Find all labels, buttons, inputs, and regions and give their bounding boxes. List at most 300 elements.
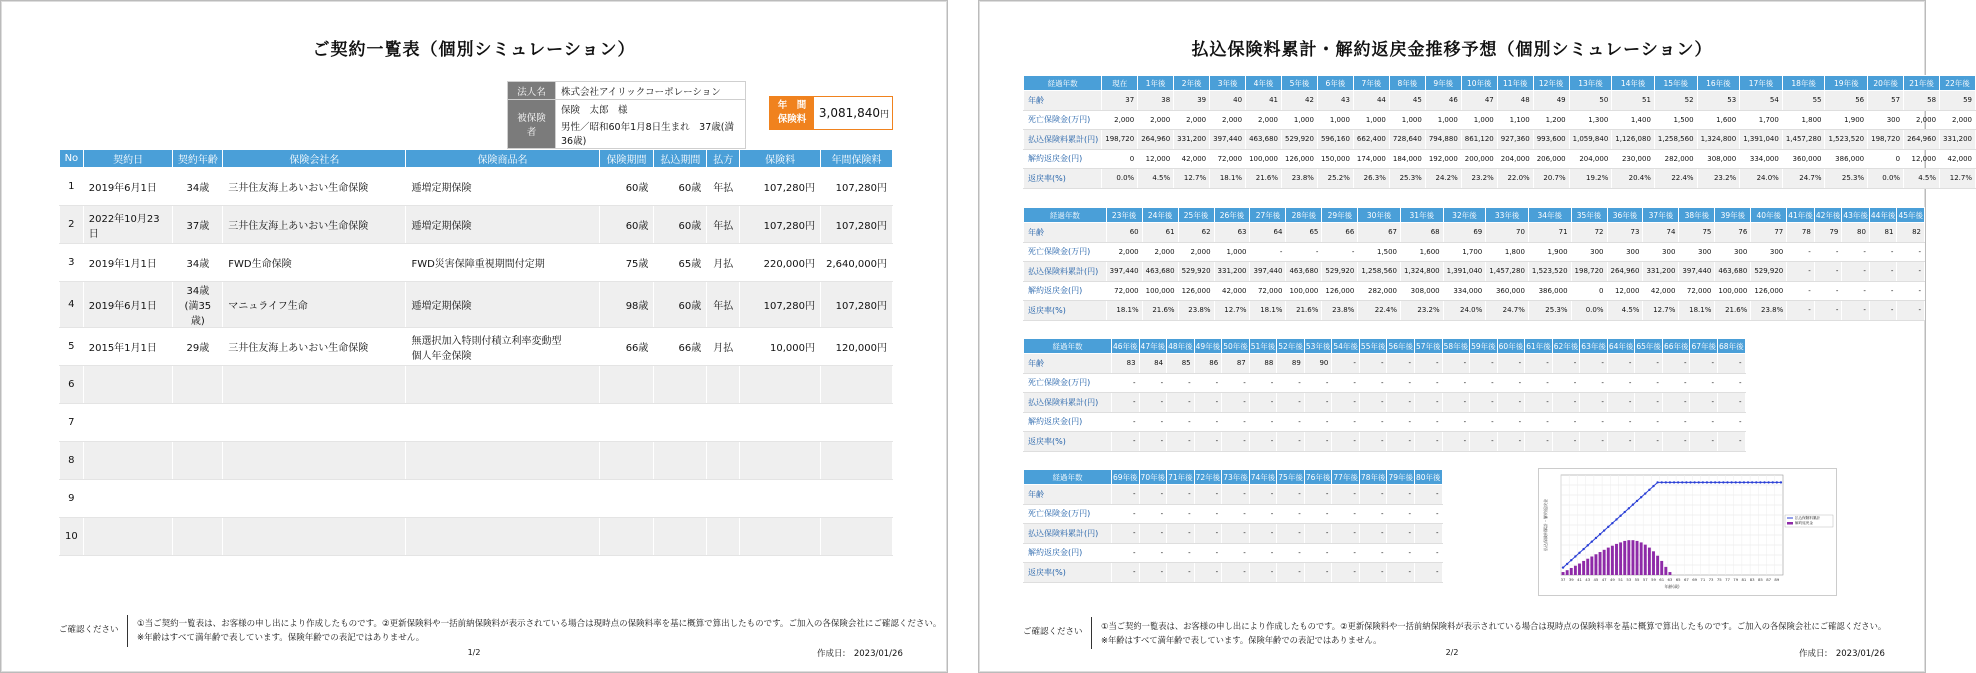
year-column-header: 1年後	[1138, 76, 1174, 91]
chart-x-tick: 89	[1774, 577, 1780, 582]
projection-cell: -	[1690, 412, 1718, 432]
projection-cell: 23.2%	[1400, 301, 1443, 321]
chart-point	[1780, 481, 1782, 483]
product-line: 無選択加入特則付積立利率変動型	[411, 335, 562, 347]
projection-cell: -	[1690, 354, 1718, 374]
column-header: 契約日	[83, 150, 173, 168]
table-row	[60, 328, 893, 366]
projection-cell: 192,000	[1425, 149, 1461, 169]
projection-cell: -	[1304, 543, 1332, 563]
projection-row	[1024, 301, 1925, 321]
chart-bar	[1582, 561, 1585, 575]
projection-cell: -	[1580, 393, 1608, 413]
projection-row	[1024, 281, 1925, 301]
chart-point	[1628, 507, 1630, 509]
chart-point	[1607, 526, 1609, 528]
corp-value: 株式会社アイリックコーポレーション	[556, 82, 746, 100]
cell-premium	[740, 442, 821, 480]
projection-cell: -	[1442, 432, 1470, 452]
projection-cell: -	[1167, 563, 1195, 583]
projection-cell: -	[1842, 301, 1870, 321]
projection-cell: 300	[1751, 242, 1787, 262]
projection-cell: 282,000	[1358, 281, 1401, 301]
projection-cell: 89	[1277, 354, 1305, 374]
projection-row	[1024, 393, 1746, 413]
row-label: 払込保険料累計(円)	[1024, 524, 1112, 544]
chart-x-tick: 39	[1568, 577, 1574, 582]
projection-cell: 1,000	[1214, 242, 1250, 262]
projection-cell: 42,000	[1940, 149, 1976, 169]
projection-cell: 18.1%	[1210, 169, 1246, 189]
projection-cell: 993,600	[1533, 130, 1569, 150]
projection-cell: 60	[1106, 223, 1142, 243]
table-row	[60, 518, 893, 556]
projection-cell: 20.7%	[1533, 169, 1569, 189]
cell-method: 年払	[707, 282, 740, 328]
insured-name: 保険 太郎 様	[556, 100, 746, 118]
projection-cell: -	[1842, 242, 1870, 262]
chart-point	[1673, 481, 1675, 483]
row-header-elapsed: 経過年数	[1024, 470, 1112, 485]
projection-cell: 463,680	[1715, 262, 1751, 282]
chart-bar	[1599, 552, 1602, 575]
projection-cell: -	[1359, 485, 1387, 505]
projection-cell: -	[1718, 354, 1746, 374]
year-column-header: 67年後	[1690, 339, 1718, 354]
year-column-header: 80年後	[1415, 470, 1443, 485]
column-header: 保険期間	[599, 150, 654, 168]
projection-cell: 2,000	[1178, 242, 1214, 262]
projection-cell: 463,680	[1142, 262, 1178, 282]
projection-cell: 48	[1497, 91, 1533, 111]
projection-cell: -	[1222, 393, 1250, 413]
contract-table-header	[60, 150, 893, 168]
chart-point	[1599, 533, 1601, 535]
projection-cell: 662,400	[1353, 130, 1389, 150]
projection-cell: 529,920	[1751, 262, 1787, 282]
projection-row	[1024, 130, 1976, 150]
projection-cell: 88	[1249, 354, 1277, 374]
chart-x-tick: 57	[1642, 577, 1648, 582]
year-column-header: 56年後	[1387, 339, 1415, 354]
created-date: 作成日: 2023/01/26	[817, 649, 903, 659]
cell-premium: 107,280円	[740, 206, 821, 244]
chart-bar	[1652, 551, 1655, 575]
projection-cell: -	[1277, 563, 1305, 583]
projection-cell: 52	[1654, 91, 1697, 111]
year-column-header: 50年後	[1222, 339, 1250, 354]
chart-point	[1611, 522, 1613, 524]
projection-cell: 12.7%	[1174, 169, 1210, 189]
projection-cell: 18.1%	[1679, 301, 1715, 321]
projection-cell: 81	[1869, 223, 1897, 243]
row-label: 返戻率(%)	[1024, 169, 1102, 189]
projection-cell: 44	[1353, 91, 1389, 111]
cell-pay-term	[654, 366, 707, 404]
projection-cell: 24.7%	[1486, 301, 1529, 321]
footer-note-1: ①当ご契約一覧表は、お客様の申し出により作成したものです。②更新保険料や一括前納保険料が表示されている場合は現時点の保険料率を基に概算で算出したものです。ご加入の各保険会社にご確認ください。	[1101, 621, 1887, 631]
projection-cell: -	[1635, 412, 1663, 432]
projection-cell: 2,000	[1904, 110, 1940, 130]
projection-cell: -	[1332, 432, 1360, 452]
chart-point	[1735, 481, 1737, 483]
projection-cell: -	[1718, 373, 1746, 393]
cell-product	[406, 442, 599, 480]
projection-cell: -	[1249, 543, 1277, 563]
projection-cell: 25.3%	[1825, 169, 1868, 189]
cell-annual: 120,000円	[821, 328, 893, 366]
projection-table-2	[1023, 207, 1925, 321]
projection-cell: -	[1442, 373, 1470, 393]
cell-annual: 107,280円	[821, 206, 893, 244]
projection-cell: 1,800	[1486, 242, 1529, 262]
year-column-header: 77年後	[1332, 470, 1360, 485]
projection-cell: 397,440	[1210, 130, 1246, 150]
chart-bar	[1664, 567, 1667, 575]
projection-cell: 126,000	[1282, 149, 1318, 169]
projection-cell: -	[1387, 504, 1415, 524]
projection-cell: -	[1525, 393, 1553, 413]
projection-table-1	[1023, 75, 1976, 189]
page-contract-list	[0, 0, 948, 673]
projection-cell: 230,000	[1612, 149, 1655, 169]
projection-cell: -	[1662, 373, 1690, 393]
column-header: 保険料	[740, 150, 821, 168]
cell-company: FWD生命保険	[223, 244, 406, 282]
chart-x-tick: 41	[1577, 577, 1582, 582]
chart-point	[1677, 481, 1679, 483]
year-column-header: 58年後	[1442, 339, 1470, 354]
chart-bar	[1619, 542, 1622, 575]
projection-cell: -	[1470, 412, 1498, 432]
projection-cell: 360,000	[1486, 281, 1529, 301]
projection-cell: 54	[1740, 91, 1783, 111]
chart-x-tick: 83	[1749, 577, 1755, 582]
projection-cell: 2,000	[1246, 110, 1282, 130]
row-header-elapsed: 経過年数	[1024, 339, 1112, 354]
projection-cell: -	[1194, 432, 1222, 452]
projection-cell: 73	[1607, 223, 1643, 243]
projection-cell: 1,391,040	[1740, 130, 1783, 150]
projection-cell: -	[1249, 432, 1277, 452]
projection-cell: 927,360	[1497, 130, 1533, 150]
projection-cell: -	[1662, 432, 1690, 452]
projection-cell: -	[1277, 504, 1305, 524]
year-column-header: 39年後	[1715, 208, 1751, 223]
projection-cell: -	[1359, 543, 1387, 563]
projection-cell: -	[1304, 432, 1332, 452]
projection-cell: -	[1662, 354, 1690, 374]
year-column-header: 52年後	[1277, 339, 1305, 354]
projection-cell: -	[1415, 412, 1443, 432]
projection-cell: 1,700	[1740, 110, 1783, 130]
projection-cell: -	[1497, 373, 1525, 393]
projection-cell: 206,000	[1533, 149, 1569, 169]
projection-row	[1024, 354, 1746, 374]
chart-bar	[1636, 541, 1639, 575]
cell-no: 7	[60, 404, 84, 442]
projection-cell: -	[1552, 432, 1580, 452]
projection-cell: 55	[1782, 91, 1825, 111]
projection-cell: -	[1222, 504, 1250, 524]
chart-bar	[1615, 544, 1618, 575]
year-column-header: 26年後	[1214, 208, 1250, 223]
projection-row	[1024, 91, 1976, 111]
cell-term	[599, 442, 654, 480]
year-column-header: 35年後	[1571, 208, 1607, 223]
year-column-header: 65年後	[1635, 339, 1663, 354]
projection-cell: -	[1112, 563, 1140, 583]
cell-date	[83, 442, 173, 480]
year-column-header: 8年後	[1389, 76, 1425, 91]
chart-bar	[1648, 548, 1651, 575]
projection-cell: 300	[1715, 242, 1751, 262]
projection-cell: -	[1194, 543, 1222, 563]
confirm-label: ご確認ください	[1023, 627, 1083, 637]
projection-cell: 22.0%	[1497, 169, 1533, 189]
year-column-header: 6年後	[1317, 76, 1353, 91]
year-column-header: 51年後	[1249, 339, 1277, 354]
projection-cell: 386,000	[1528, 281, 1571, 301]
projection-cell: -	[1842, 262, 1870, 282]
year-column-header: 70年後	[1139, 470, 1167, 485]
projection-cell: 529,920	[1322, 262, 1358, 282]
year-column-header: 54年後	[1332, 339, 1360, 354]
projection-cell: 794,880	[1425, 130, 1461, 150]
projection-cell: 42,000	[1214, 281, 1250, 301]
column-header: No	[60, 150, 84, 168]
chart-x-tick: 75	[1716, 577, 1722, 582]
cell-date: 2022年10月23日	[83, 206, 173, 244]
confirm-label: ご確認ください	[59, 625, 119, 635]
projection-cell: 1,800	[1782, 110, 1825, 130]
row-label: 年齢	[1024, 354, 1112, 374]
projection-cell: 21.6%	[1715, 301, 1751, 321]
chart-bar	[1631, 540, 1634, 575]
projection-cell: 4.5%	[1904, 169, 1940, 189]
chart-x-tick: 61	[1659, 577, 1665, 582]
chart-point	[1722, 481, 1724, 483]
row-label: 死亡保険金(万円)	[1024, 242, 1107, 262]
cell-method	[707, 480, 740, 518]
annual-amount: 3,081,840	[818, 106, 880, 120]
cell-term: 66歳	[599, 328, 654, 366]
cell-term	[599, 518, 654, 556]
year-column-header: 42年後	[1814, 208, 1842, 223]
projection-cell: 596,160	[1317, 130, 1353, 150]
projection-cell: 529,920	[1282, 130, 1318, 150]
row-header-elapsed: 経過年数	[1024, 208, 1107, 223]
projection-cell: 25.3%	[1528, 301, 1571, 321]
corp-label: 法人名	[508, 82, 556, 100]
chart-x-tick: 63	[1667, 577, 1673, 582]
projection-row	[1024, 169, 1976, 189]
projection-cell: 53	[1697, 91, 1740, 111]
cell-premium: 107,280円	[740, 168, 821, 206]
projection-cell: 63	[1214, 223, 1250, 243]
chart-point	[1776, 481, 1778, 483]
row-label: 解約返戻金(円)	[1024, 281, 1107, 301]
projection-table-3	[1023, 338, 1746, 452]
projection-cell: -	[1897, 281, 1925, 301]
projection-cell: 2,000	[1174, 110, 1210, 130]
chart-x-tick: 43	[1585, 577, 1591, 582]
projection-cell: 19.2%	[1569, 169, 1612, 189]
cell-age	[173, 404, 223, 442]
projection-cell: 331,200	[1174, 130, 1210, 150]
projection-cell: -	[1194, 504, 1222, 524]
projection-cell: -	[1139, 563, 1167, 583]
chart-point	[1656, 481, 1658, 483]
cell-method: 年払	[707, 168, 740, 206]
projection-cell: 150,000	[1317, 149, 1353, 169]
chart-x-tick: 85	[1757, 577, 1763, 582]
projection-cell: 70	[1486, 223, 1529, 243]
projection-cell: 1,400	[1612, 110, 1655, 130]
projection-cell: -	[1194, 412, 1222, 432]
row-label: 年齢	[1024, 91, 1102, 111]
projection-cell: 51	[1612, 91, 1655, 111]
year-column-header: 57年後	[1415, 339, 1443, 354]
chart-x-tick: 53	[1626, 577, 1632, 582]
cell-product: 逓増定期保険	[406, 282, 599, 328]
chart-bar	[1611, 546, 1614, 575]
chart-point	[1759, 481, 1761, 483]
chart-point	[1739, 481, 1741, 483]
projection-cell: 1,457,280	[1486, 262, 1529, 282]
projection-cell: -	[1787, 262, 1815, 282]
projection-row	[1024, 149, 1976, 169]
projection-table-4	[1023, 469, 1443, 583]
projection-cell: 200,000	[1461, 149, 1497, 169]
projection-chart	[1538, 468, 1837, 596]
year-column-header: 14年後	[1612, 76, 1655, 91]
projection-cell: 1,100	[1497, 110, 1533, 130]
projection-cell: -	[1718, 412, 1746, 432]
projection-cell: -	[1332, 543, 1360, 563]
year-column-header: 76年後	[1304, 470, 1332, 485]
year-column-header: 17年後	[1740, 76, 1783, 91]
projection-cell: -	[1415, 432, 1443, 452]
cell-date	[83, 404, 173, 442]
chart-x-tick: 77	[1725, 577, 1730, 582]
projection-cell: -	[1112, 373, 1140, 393]
chart-bar	[1603, 550, 1606, 575]
projection-cell: -	[1690, 393, 1718, 413]
chart-bar	[1668, 572, 1671, 575]
cell-term: 98歳	[599, 282, 654, 328]
year-column-header: 46年後	[1112, 339, 1140, 354]
projection-cell: 49	[1533, 91, 1569, 111]
projection-cell: -	[1250, 242, 1286, 262]
chart-bar	[1570, 568, 1573, 575]
chart-point	[1718, 481, 1720, 483]
projection-cell: 334,000	[1443, 281, 1486, 301]
projection-cell: -	[1869, 301, 1897, 321]
projection-cell: -	[1194, 393, 1222, 413]
year-column-header: 41年後	[1787, 208, 1815, 223]
year-column-header: 37年後	[1643, 208, 1679, 223]
projection-cell: 264,960	[1607, 262, 1643, 282]
projection-cell: -	[1139, 543, 1167, 563]
projection-cell: -	[1112, 543, 1140, 563]
projection-cell: 83	[1112, 354, 1140, 374]
projection-cell: 4.5%	[1607, 301, 1643, 321]
cell-method	[707, 442, 740, 480]
projection-cell: -	[1139, 373, 1167, 393]
projection-cell: 198,720	[1571, 262, 1607, 282]
projection-cell: -	[1277, 412, 1305, 432]
projection-cell: -	[1194, 485, 1222, 505]
footer-note-2: ※年齢はすべて満年齢で表しています。保険年齢での表記ではありません。	[1101, 635, 1382, 645]
chart-x-tick: 81	[1741, 577, 1747, 582]
projection-cell: -	[1167, 504, 1195, 524]
projection-cell: -	[1359, 412, 1387, 432]
cell-age	[173, 518, 223, 556]
projection-cell: 85	[1167, 354, 1195, 374]
chart-x-tick: 67	[1683, 577, 1689, 582]
chart-point	[1772, 481, 1774, 483]
projection-cell: 126,000	[1322, 281, 1358, 301]
projection-cell: -	[1897, 301, 1925, 321]
projection-cell: 47	[1461, 91, 1497, 111]
projection-cell: 42,000	[1174, 149, 1210, 169]
table-row	[60, 282, 893, 328]
projection-cell: 1,059,840	[1569, 130, 1612, 150]
cell-method: 月払	[707, 244, 740, 282]
row-label: 解約返戻金(円)	[1024, 412, 1112, 432]
cell-no: 9	[60, 480, 84, 518]
projection-cell: 386,000	[1825, 149, 1868, 169]
projection-row	[1024, 563, 1443, 583]
cell-pay-term: 60歳	[654, 206, 707, 244]
projection-cell: -	[1167, 393, 1195, 413]
chart-point	[1767, 481, 1769, 483]
year-column-header: 78年後	[1359, 470, 1387, 485]
projection-cell: -	[1470, 393, 1498, 413]
projection-cell: 0	[1868, 149, 1904, 169]
chart-point	[1587, 544, 1589, 546]
chart-point	[1755, 481, 1757, 483]
projection-cell: 71	[1528, 223, 1571, 243]
projection-cell: -	[1690, 373, 1718, 393]
projection-cell: 23.8%	[1322, 301, 1358, 321]
projection-cell: -	[1359, 563, 1387, 583]
projection-cell: 24.7%	[1782, 169, 1825, 189]
projection-cell: -	[1112, 412, 1140, 432]
projection-cell: 59	[1940, 91, 1976, 111]
projection-cell: -	[1387, 373, 1415, 393]
column-header: 払込期間	[654, 150, 707, 168]
projection-cell: -	[1139, 412, 1167, 432]
cell-premium: 10,000円	[740, 328, 821, 366]
projection-cell: -	[1112, 393, 1140, 413]
projection-cell: 38	[1138, 91, 1174, 111]
year-column-header: 38年後	[1679, 208, 1715, 223]
chart-x-tick: 71	[1700, 577, 1706, 582]
cell-product	[406, 366, 599, 404]
projection-cell: 61	[1142, 223, 1178, 243]
projection-cell: -	[1387, 543, 1415, 563]
insured-detail: 男性／昭和60年1月8日生まれ 37歳(満36歳)	[556, 118, 746, 149]
projection-cell: 18.1%	[1250, 301, 1286, 321]
projection-cell: -	[1387, 485, 1415, 505]
projection-cell: 2,000	[1142, 242, 1178, 262]
chart-point	[1706, 481, 1708, 483]
projection-row	[1024, 432, 1746, 452]
chart-point	[1689, 481, 1691, 483]
table-row	[60, 442, 893, 480]
